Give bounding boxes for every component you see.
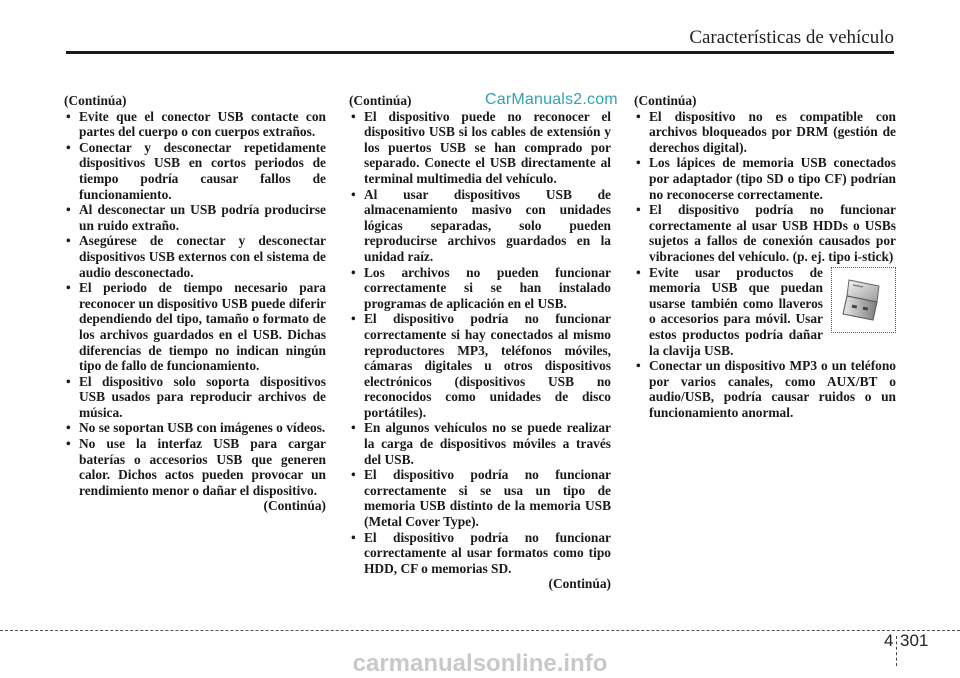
text-column-2 — [349, 93, 611, 592]
text-column-3 — [634, 93, 896, 420]
bullet-list — [349, 109, 611, 577]
page-header-title: Características de vehículo — [689, 27, 894, 48]
list-item: • En algunos vehículos no se puede realizar la carga de dispositivos móviles a través del USB. — [349, 420, 611, 467]
continued-heading: (Continúa) — [349, 93, 412, 108]
list-item: • Conectar y desconectar repetidamente dispositivos USB en cortos periodos de tiempo podría causar fallos de funcionamiento. — [64, 140, 326, 202]
continued-heading: (Continúa) — [634, 93, 697, 108]
usb-stick-icon — [839, 276, 889, 324]
list-item: • El dispositivo puede no reconocer el dispositivo USB si los cables de extensión y los puertos USB se han comprado por separado. Conecte el USB directamente al terminal multimedia del vehículo. — [349, 109, 611, 187]
list-item: • Conectar un dispositivo MP3 o un teléfono por varios canales, como AUX/BT o audio/USB, podría causar ruidos o un funcionamiento anormal. — [634, 358, 896, 420]
list-item: • El dispositivo podría no funcionar correctamente si hay conectados al mismo reproductores MP3, teléfonos móviles, cámaras digitales u otros dispositivos electrónicos (dispositivos USB no reconocidos como unidades de disco portátiles). — [349, 311, 611, 420]
continued-footer: (Continúa) — [548, 576, 611, 592]
list-item: • El dispositivo solo soporta dispositivos USB usados para reproducir archivos de música. — [64, 374, 326, 421]
list-item: • Evite que el conector USB contacte con partes del cuerpo o con cuerpos extraños. — [64, 109, 326, 140]
chapter-number: 4 — [884, 631, 894, 650]
list-item-text: Evite usar productos de memoria USB que puedan usarse también como llaveros o accesorios para móvil. Usar estos productos podría dañar la clavija USB. — [649, 264, 823, 358]
list-item: • El dispositivo podría no funcionar correctamente al usar USB HDDs o USBs sujetos a fallos de conexión causados por vibraciones del vehículo. (p. ej. tipo i-stick) — [634, 202, 896, 264]
list-item: • Los archivos no pueden funcionar correctamente si se han instalado programas de aplicación en el USB. — [349, 265, 611, 312]
list-item-usb-keychain — [634, 265, 896, 359]
list-item: • El periodo de tiempo necesario para reconocer un dispositivo USB puede diferir dependiendo del tipo, tamaño o formato de los archivos guardados en el USB. Dichas diferencias de tiempo no indican ningún tipo de fallo de funcionamiento. — [64, 280, 326, 374]
list-item: • Asegúrese de conectar y desconectar dispositivos USB externos con el sistema de audio desconectado. — [64, 233, 326, 280]
list-item: • No se soportan USB con imágenes o vídeos. — [64, 420, 326, 436]
footer-rule — [0, 630, 960, 631]
list-item: • El dispositivo no es compatible con archivos bloqueados por DRM (gestión de derechos digital). — [634, 109, 896, 156]
list-item: • Los lápices de memoria USB conectados por adaptador (tipo SD o tipo CF) podrían no reconocerse correctamente. — [634, 155, 896, 202]
site-watermark[interactable]: carmanualsonline.info — [352, 650, 608, 677]
list-item: • El dispositivo podría no funcionar correctamente si se usa un tipo de memoria USB distinto de la memoria USB (Metal Cover Type). — [349, 467, 611, 529]
list-item: • El dispositivo podría no funcionar correctamente al usar formatos como tipo HDD, CF o memorias SD. — [349, 530, 611, 577]
bullet-list — [634, 109, 896, 421]
usb-stick-illustration — [831, 267, 896, 333]
watermark-logo[interactable]: CarManuals2.com — [485, 91, 618, 108]
list-item: • Al desconectar un USB podría producirse un ruido extraño. — [64, 202, 326, 233]
continued-heading: (Continúa) — [64, 93, 127, 108]
continued-footer: (Continúa) — [263, 498, 326, 514]
list-item: • Al usar dispositivos USB de almacenamiento masivo con unidades lógicas separadas, solo pueden reproducirse archivos guardados en la unidad raíz. — [349, 187, 611, 265]
list-item: • No use la interfaz USB para cargar baterías o accesorios USB que generen calor. Dichos actos pueden provocar un rendimiento menor o dañar el dispositivo. — [64, 436, 326, 498]
text-column-1 — [64, 93, 326, 514]
bullet-list — [64, 109, 326, 499]
header-rule — [66, 51, 894, 54]
page-number: 301 — [900, 631, 929, 650]
